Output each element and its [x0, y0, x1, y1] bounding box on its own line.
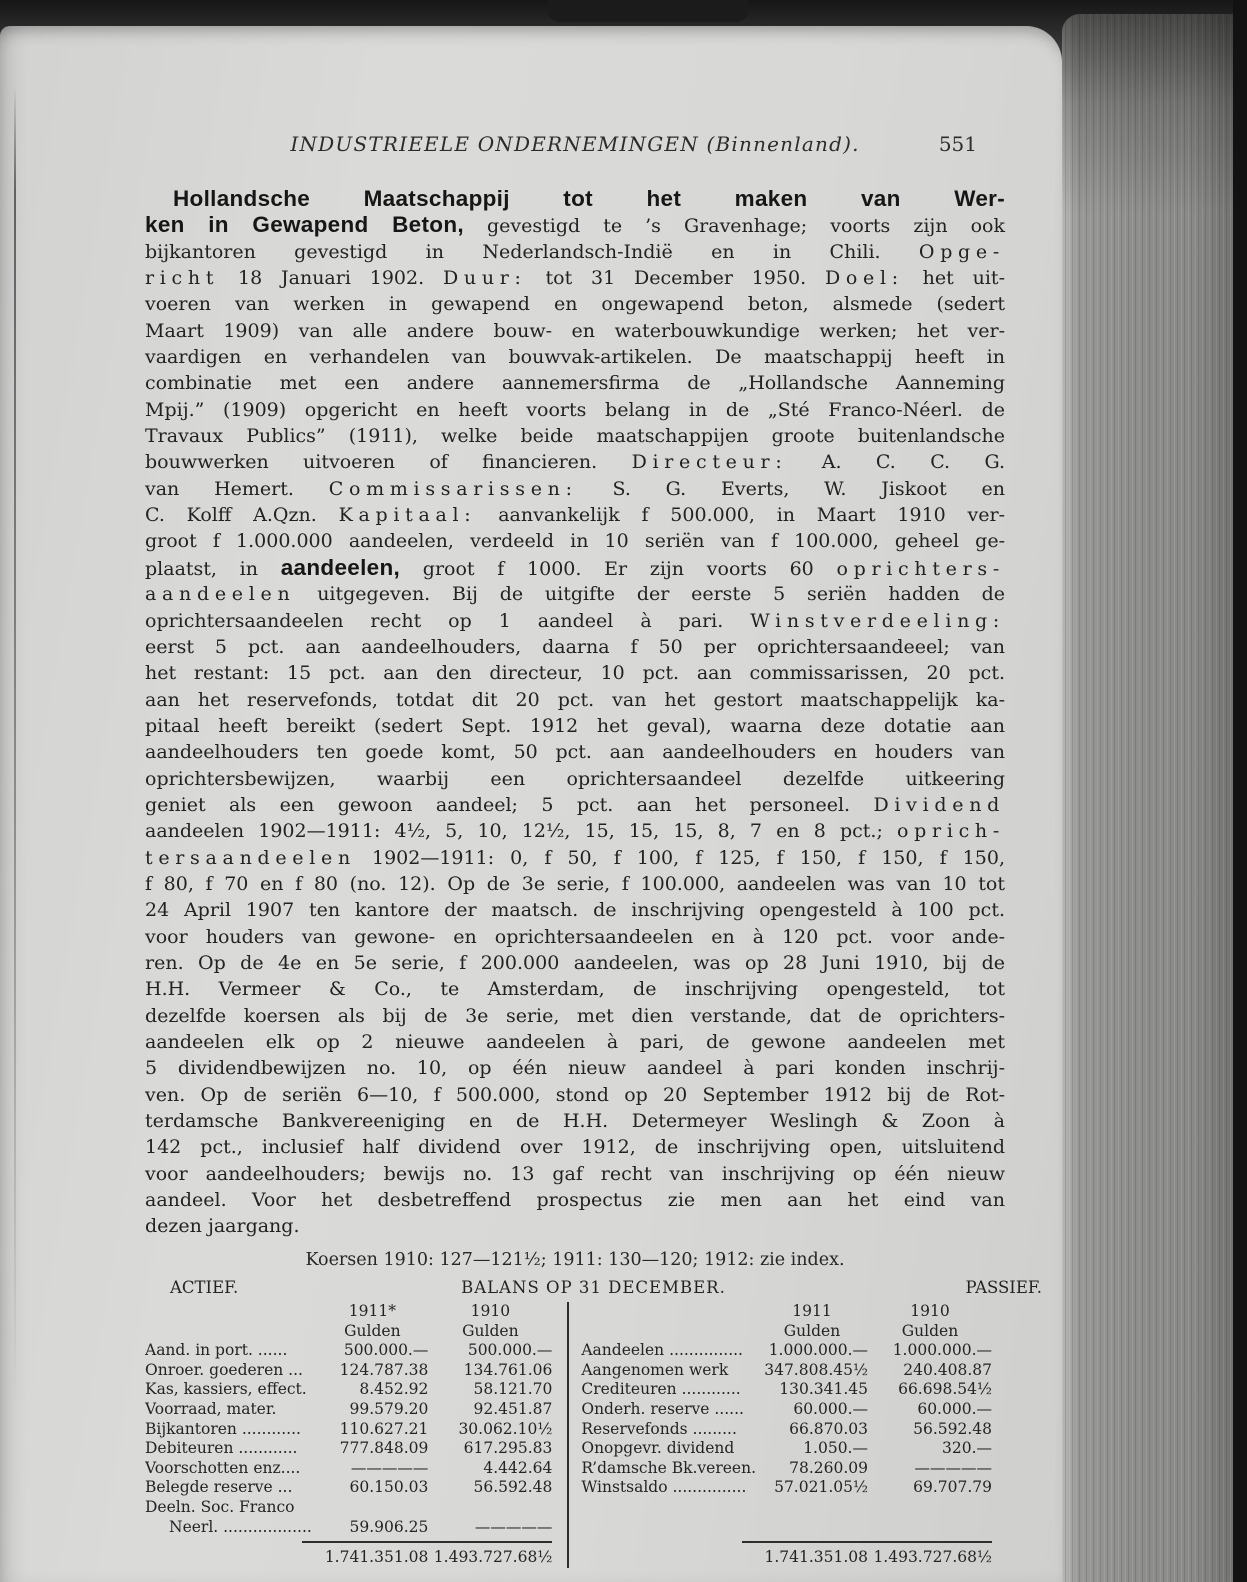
body-segment: Hollandsche Maatschappij tot het maken van Wer-: [173, 186, 1005, 211]
value-1911: 777.848.09: [339, 1439, 429, 1458]
body-line: [145, 713, 1005, 739]
body-segment: aandeel. Voor het desbetreffend prospectus zie men aan het eind van: [145, 1189, 1005, 1212]
passief-year-1911: 1911: [792, 1302, 832, 1320]
value-1911: 130.341.45: [779, 1380, 868, 1399]
passief-years-row: [581, 1302, 992, 1322]
passief-total-1911: 1.741.351.08: [764, 1548, 868, 1567]
value-1910: 320.—: [941, 1439, 992, 1458]
row-label: Aand. in port. ......: [145, 1341, 288, 1360]
body-segment: pitaal heeft bereikt (sedert Sept. 1912 het geval), waarna deze dotatie aan: [145, 714, 1005, 737]
body-segment: Directeur:: [631, 451, 788, 474]
body-line: [145, 1003, 1005, 1029]
body-segment: aandeelen: [145, 583, 296, 606]
body-line: [145, 608, 1005, 634]
body-segment: plaatst, in: [145, 557, 281, 580]
actief-currency-row: [145, 1322, 552, 1342]
table-row: [145, 1498, 552, 1518]
body-segment: f 80, f 70 en f 80 (no. 12). Op de 3e serie, f 100.000, aandeelen was van 10 tot: [145, 872, 1005, 895]
row-label: Voorraad, mater.: [145, 1399, 277, 1418]
body-line: [145, 423, 1005, 449]
body-segment: Winstverdeeling:: [750, 609, 1005, 632]
row-label: Aangenomen werk: [581, 1360, 729, 1379]
row-label: R’damsche Bk.vereen.: [581, 1458, 756, 1477]
body-segment: 18 Januari 1902.: [219, 267, 443, 290]
body-line: [145, 291, 1005, 317]
body-line: [145, 1082, 1005, 1108]
row-label: Crediteuren ............: [581, 1380, 741, 1399]
body-line: [145, 476, 1005, 502]
book-cover-edge: [1233, 0, 1247, 1582]
value-1910: 58.121.70: [473, 1380, 553, 1399]
body-segment: dezen jaargang.: [145, 1215, 300, 1238]
body-segment: 5 dividendbewijzen no. 10, op één nieuw aandeel à pari konden inschrij-: [145, 1057, 1005, 1080]
body-line: [145, 766, 1005, 792]
body-segment: C. Kolff A.Qzn.: [145, 504, 339, 527]
body-segment: H.H. Vermeer & Co., te Amsterdam, de inschrijving opengesteld, tot: [145, 978, 1005, 1001]
body-segment: 24 April 1907 ten kantore der maatsch. de inschrijving opengesteld à 100 pct.: [145, 899, 1005, 922]
passief-currency-row: [581, 1322, 992, 1342]
value-1910: 1.000.000.—: [892, 1341, 992, 1360]
table-row: [581, 1400, 992, 1420]
body-line: [145, 976, 1005, 1002]
balance-title: BALANS OP 31 DECEMBER.: [461, 1278, 726, 1297]
value-1911: 78.260.09: [789, 1458, 868, 1477]
body-line: [145, 239, 1005, 265]
body-segment: het restant: 15 pct. aan den directeur, 10 pct. aan commissarissen, 20 pct.: [145, 662, 1005, 685]
body-segment: aandeelen 1902—1911: 4½, 5, 10, 12½, 15, 15, 15, 8, 7 en 8 pct.;: [145, 820, 898, 843]
value-1910: 617.295.83: [463, 1439, 553, 1458]
balance-actief-column: [145, 1302, 567, 1568]
body-segment: aanvankelijk f 500.000, in Maart 1910 ver-: [476, 504, 1006, 527]
body-line: [145, 265, 1005, 291]
body-segment: Opge-: [918, 240, 1005, 263]
passief-total-1910: 1.493.727.68½: [873, 1548, 992, 1567]
row-label: Kas, kassiers, effect.: [145, 1380, 307, 1399]
body-segment: gevestigd te ’s Gravenhage; voorts zijn ook: [463, 215, 1006, 238]
body-segment: S. G. Everts, W. Jiskoot en: [577, 477, 1005, 500]
value-1910: 92.451.87: [473, 1399, 553, 1418]
body-segment: groot f 1.000.000 aandeelen, verdeeld in 10 seriën van f 100.000, geheel ge-: [145, 530, 1005, 553]
body-segment: Maart 1909) van alle andere bouw- en waterbouwkundige werken; het ver-: [145, 319, 1005, 342]
passief-total-rule: [742, 1541, 992, 1543]
passief-rows: [581, 1341, 992, 1498]
body-segment: vaardigen en verhandelen van bouwvak-artikelen. De maatschappij heeft in: [145, 346, 1005, 369]
body-segment: Dividend: [873, 793, 1005, 816]
body-line: [145, 1029, 1005, 1055]
body-segment: groot f 1000. Er zijn voorts 60: [400, 557, 837, 580]
value-1911: 99.579.20: [349, 1399, 429, 1418]
value-1910: 240.408.87: [903, 1360, 992, 1379]
row-label: Neerl. ..................: [169, 1517, 312, 1536]
row-label: Onopgevr. dividend: [581, 1439, 735, 1458]
row-label: Aandeelen ...............: [581, 1341, 743, 1360]
actief-total-1911: 1.741.351.08: [324, 1548, 429, 1567]
body-segment: combinatie met een andere aannemersfirma de „Hollandsche Aanneming: [145, 372, 1005, 395]
value-1910: 56.592.48: [913, 1419, 992, 1438]
table-row: [145, 1439, 552, 1459]
body-segment: tersaandeelen: [145, 846, 356, 869]
currency-label: Gulden: [344, 1321, 401, 1340]
body-line: [145, 502, 1005, 528]
body-segment: voeren van werken in gewapend en ongewapend beton, alsmede (sedert: [145, 293, 1005, 316]
value-1910: 60.000.—: [917, 1399, 992, 1418]
body-segment: het uit-: [903, 267, 1005, 290]
body-line: [145, 581, 1005, 607]
body-line: [145, 555, 1005, 581]
body-segment: 1902—1911: 0, f 50, f 100, f 125, f 150, f 150, f 150,: [355, 846, 1005, 869]
value-1911: 110.627.21: [339, 1419, 429, 1438]
value-1910: 30.062.10½: [458, 1419, 553, 1438]
body-line: [145, 818, 1005, 844]
table-row: [145, 1380, 552, 1400]
row-label: Deeln. Soc. Franco: [145, 1497, 295, 1516]
value-1910: —————: [914, 1458, 992, 1477]
table-row: [581, 1478, 992, 1498]
row-label: Winstsaldo ...............: [581, 1478, 747, 1497]
page-number: 551: [938, 132, 977, 156]
body-segment: Duur:: [442, 267, 527, 290]
body-line: [145, 871, 1005, 897]
body-line: [145, 897, 1005, 923]
table-row: [581, 1459, 992, 1479]
actief-label: ACTIEF.: [170, 1278, 239, 1297]
value-1911: 124.787.38: [339, 1360, 429, 1379]
body-segment: van Hemert.: [145, 477, 329, 500]
running-head: [145, 132, 1005, 160]
actief-total-1910: 1.493.727.68½: [433, 1548, 553, 1567]
body-segment: Travaux Publics” (1911), welke beide maatschappijen groote buitenlandsche: [145, 425, 1005, 448]
body-line: [145, 1055, 1005, 1081]
body-segment: dezelfde koersen als bij de 3e serie, met dien verstande, dat de oprichters-: [145, 1004, 1005, 1027]
body-segment: aandeelen elk op 2 nieuwe aandeelen à pari, de gewone aandeelen met: [145, 1031, 1005, 1053]
value-1911: 66.870.03: [789, 1419, 868, 1438]
table-row: [145, 1459, 552, 1479]
value-1911: 1.000.000.—: [768, 1341, 868, 1360]
body-line: [145, 318, 1005, 344]
row-label: Onroer. goederen ...: [145, 1360, 303, 1379]
body-segment: oprichters-: [836, 557, 1005, 580]
currency-label: Gulden: [901, 1321, 959, 1340]
body-segment: eerst 5 pct. aan aandeelhouders, daarna f 50 per oprichtersaandeeel; van: [145, 635, 1005, 658]
actief-total-row: [145, 1548, 552, 1568]
body-segment: terdamsche Bankvereeniging en de H.H. Determeyer Weslingh & Zoon à: [145, 1110, 1005, 1133]
passief-year-1910: 1910: [910, 1302, 950, 1320]
value-1911: 347.808.45½: [764, 1360, 868, 1379]
row-label: Bijkantoren ............: [145, 1419, 301, 1438]
body-segment: voor aandeelhouders; bewijs no. 13 gaf recht van inschrijving op één nieuw: [145, 1162, 1005, 1185]
body-line: [145, 370, 1005, 396]
body-line: [145, 660, 1005, 686]
value-1910: [428, 1498, 552, 1518]
table-row: [581, 1361, 992, 1381]
balance-sheet: [145, 1278, 1042, 1568]
table-row: [145, 1400, 552, 1420]
table-row: [145, 1518, 552, 1538]
body-segment: A. C. C. G.: [787, 451, 1005, 474]
value-1910: 69.707.79: [913, 1478, 992, 1497]
value-1911: 60.000.—: [793, 1399, 868, 1418]
body-segment: Kapitaal:: [338, 504, 477, 527]
currency-label: Gulden: [783, 1321, 841, 1340]
table-row: [581, 1380, 992, 1400]
body-line: [145, 687, 1005, 713]
actief-total-rule: [302, 1541, 552, 1543]
row-label: Voorschotten enz....: [145, 1458, 301, 1477]
body-line: [145, 950, 1005, 976]
book-fore-edge: [1062, 14, 1234, 1582]
balance-header: [145, 1278, 1042, 1302]
value-1910: 134.761.06: [463, 1360, 553, 1379]
body-segment: richt: [145, 267, 220, 290]
row-label: Onderh. reserve ......: [581, 1399, 744, 1418]
body-line: [145, 528, 1005, 554]
body-line: [145, 792, 1005, 818]
body-text: [145, 186, 1005, 1240]
table-row: [145, 1361, 552, 1381]
body-line: [145, 924, 1005, 950]
value-1911: 500.000.—: [343, 1341, 429, 1360]
book-binding-shadow: [548, 0, 748, 22]
body-segment: tot 31 December 1950.: [526, 267, 825, 290]
body-segment: aandeelhouders ten goede komt, 50 pct. aan aandeelhouders en houders van: [145, 741, 1005, 764]
balance-columns: [145, 1302, 1042, 1568]
body-line: [145, 212, 1005, 238]
body-segment: Doel:: [824, 267, 904, 290]
passief-label: PASSIEF.: [965, 1278, 1042, 1297]
value-1911: 60.150.03: [349, 1478, 429, 1497]
body-line: [145, 397, 1005, 423]
value-1910: 66.698.54½: [898, 1380, 992, 1399]
body-line: [145, 739, 1005, 765]
binding-crease: [14, 86, 16, 1406]
body-segment: uitgegeven. Bij de uitgifte der eerste 5 seriën hadden de: [295, 583, 1005, 606]
body-line: [145, 1134, 1005, 1160]
table-row: [145, 1420, 552, 1440]
actief-year-1910: 1910: [470, 1302, 511, 1320]
body-segment: bijkantoren gevestigd in Nederlandsch-Indië en in Chili.: [145, 240, 919, 263]
body-line: [145, 1108, 1005, 1134]
table-row: [581, 1341, 992, 1361]
body-segment: bouwwerken uitvoeren of financieren.: [145, 451, 632, 474]
actief-rows: [145, 1341, 552, 1537]
value-1911: 1.050.—: [803, 1439, 868, 1458]
body-segment: voor houders van gewone- en oprichtersaandeelen en à 120 pct. voor ande-: [145, 925, 1005, 948]
actief-years-row: [145, 1302, 552, 1322]
value-1911: 8.452.92: [359, 1380, 429, 1399]
balance-passief-column: [567, 1302, 1042, 1568]
value-1910: 4.442.64: [483, 1458, 553, 1477]
value-1910: 56.592.48: [473, 1478, 553, 1497]
body-segment: Mpij.” (1909) opgericht en heeft voorts belang in de „Sté Franco-Néerl. de: [145, 398, 1005, 421]
body-line: [145, 449, 1005, 475]
value-1911: 59.906.25: [349, 1517, 429, 1536]
body-segment: aan het reservefonds, totdat dit 20 pct. van het gestort maatschappelijk ka-: [145, 688, 1005, 711]
actief-year-1911: 1911*: [348, 1302, 396, 1320]
book-page: [0, 26, 1062, 1582]
body-segment: 142 pct., inclusief half dividend over 1912, de inschrijving open, uitsluitend: [145, 1136, 1005, 1159]
row-label: Debiteuren ............: [145, 1439, 298, 1458]
table-row: [145, 1478, 552, 1498]
body-segment: geniet als een gewoon aandeel; 5 pct. aan het personeel.: [145, 793, 874, 816]
body-line: [145, 186, 1005, 212]
value-1910: 500.000.—: [467, 1341, 553, 1360]
body-segment: ken in Gewapend Beton,: [145, 212, 464, 238]
body-segment: oprich-: [897, 820, 1005, 843]
table-row: [145, 1341, 552, 1361]
body-line: [145, 845, 1005, 871]
body-line: [145, 1213, 1005, 1239]
table-row: [581, 1439, 992, 1459]
value-1910: —————: [474, 1517, 553, 1536]
value-1911: 57.021.05½: [774, 1478, 868, 1497]
value-1911: [316, 1498, 428, 1518]
body-line: [145, 634, 1005, 660]
currency-label: Gulden: [462, 1321, 519, 1340]
body-line: [145, 1187, 1005, 1213]
section-title: INDUSTRIEELE ONDERNEMINGEN (Binnenland).: [290, 132, 860, 156]
body-segment: oprichtersaandeelen recht op 1 aandeel à pari.: [145, 609, 751, 632]
body-line: [145, 344, 1005, 370]
body-segment: ven. Op de seriën 6—10, f 500.000, stond op 20 September 1912 bij de Rot-: [145, 1083, 1005, 1106]
row-label: Belegde reserve ...: [145, 1478, 293, 1497]
body-segment: oprichtersbewijzen, waarbij een oprichtersaandeel dezelfde uitkeering: [145, 767, 1005, 790]
koersen-line: Koersen 1910: 127—121½; 1911: 130—120; 1912: zie index.: [305, 1250, 845, 1270]
row-label: Reservefonds .........: [581, 1419, 737, 1438]
passief-total-row: [581, 1548, 992, 1568]
body-segment: ren. Op de 4e en 5e serie, f 200.000 aandeelen, was op 28 Juni 1910, bij de: [145, 951, 1005, 974]
table-row: [581, 1420, 992, 1440]
body-line: [145, 1161, 1005, 1187]
value-1911: —————: [350, 1458, 429, 1477]
body-segment: aandeelen,: [280, 554, 401, 580]
body-segment: Commissarissen:: [328, 477, 578, 500]
